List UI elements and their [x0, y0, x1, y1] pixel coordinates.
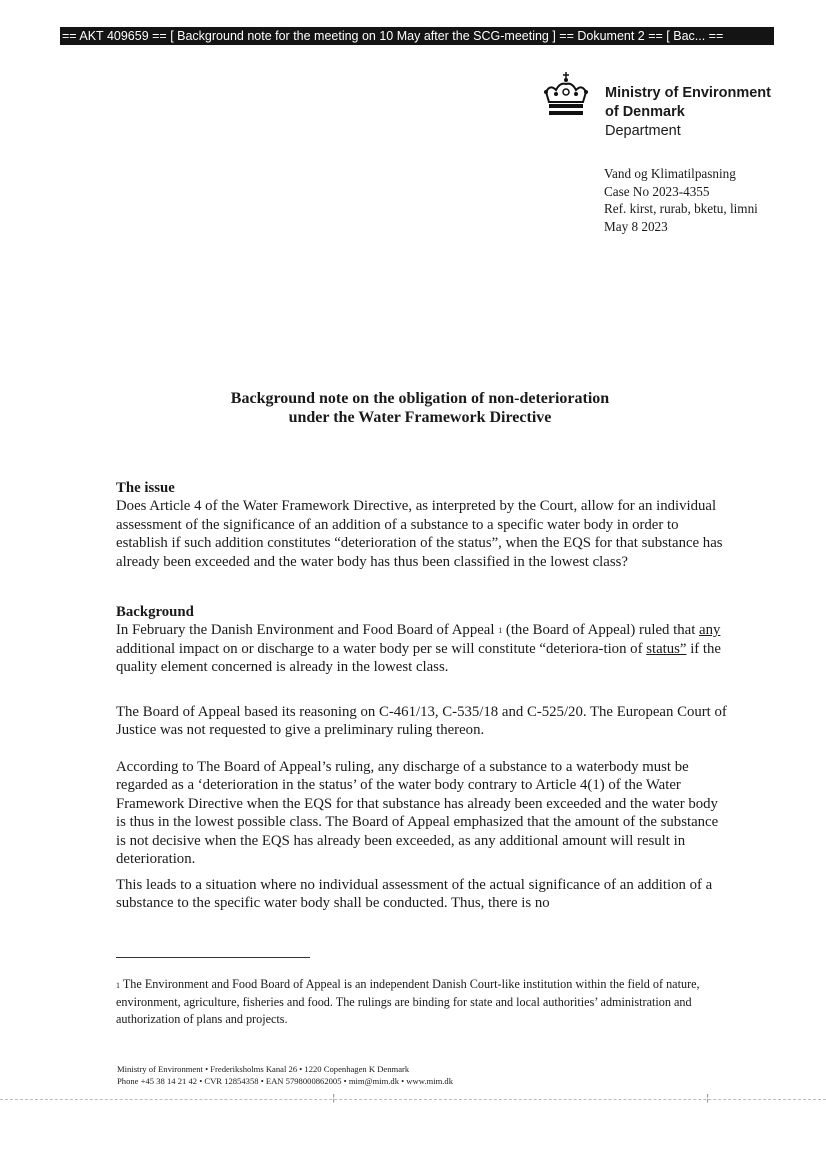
background-paragraph-1 — [116, 621, 728, 676]
document-banner: == AKT 409659 == [ Background note for the meeting on 10 May after the SCG-meeting ] == Dokument 2 == [ Bac... == — [60, 27, 774, 45]
bg-p1-underlined-any: any — [699, 622, 721, 639]
bg-p1-part-c: additional impact on or discharge to a water body per se will constitute “deteriora-tion of — [116, 640, 643, 657]
bg-p1-part-a: In February the Danish Environment and Food Board of Appeal — [116, 622, 495, 639]
issue-text: Does Article 4 of the Water Framework Directive, as interpreted by the Court, allow for an individual assessment of the significance of an addition of a substance to a specific water body in order to establish if such addition constitutes “deterioration of the status”, when the EQS for that substance has already been exceeded and the water body has thus been classified in the lowest class? — [116, 498, 723, 570]
footnote-marker: 1 — [116, 981, 120, 990]
document-title — [110, 390, 730, 427]
crown-logo-icon — [538, 70, 598, 120]
background-paragraph-4: This leads to a situation where no individual assessment of the actual significance of an addition of a substance to the specific water body shall be conducted. Thus, there is no — [116, 877, 713, 912]
issue-section — [116, 479, 728, 571]
bg-p1-part-b: (the Board of Appeal) ruled that — [505, 622, 696, 639]
scan-mark: ¦ — [332, 1093, 336, 1104]
address-line-2: Phone +45 38 14 21 42 • CVR 12854358 • EAN 5798000862005 • mim@mim.dk • www.mim.dk — [117, 1076, 454, 1086]
footnote-text: The Environment and Food Board of Appeal is an independent Danish Court-like institution within the field of nature, environment, agriculture, fisheries and food. The rulings are binding for state and local authorities’ administration and authorization of plans and projects. — [116, 977, 700, 1026]
bg-p1-underlined-status: status” — [646, 640, 687, 657]
background-section — [116, 603, 728, 677]
unit-name: Vand og Klimatilpasning — [604, 166, 736, 181]
ministry-name — [605, 84, 771, 141]
case-number: Case No 2023-4355 — [604, 183, 710, 199]
footnote-divider — [116, 957, 310, 958]
reference: Ref. kirst, rurab, bketu, limni — [604, 201, 758, 216]
footer-address — [117, 1063, 453, 1087]
ministry-department: Department — [605, 123, 681, 139]
footnote-reference: 1 — [498, 626, 503, 636]
background-heading: Background — [116, 604, 194, 620]
address-line-1: Ministry of Environment • Frederiksholms Kanal 26 • 1220 Copenhagen K Denmark — [117, 1064, 410, 1074]
ministry-line-2: of Denmark — [605, 104, 685, 120]
scan-perforation-line — [0, 1099, 826, 1100]
background-paragraph-2: The Board of Appeal based its reasoning on C-461/13, C-535/18 and C-525/20. The European Court of Justice was not requested to give a preliminary ruling thereon. — [116, 704, 727, 739]
case-metadata — [604, 165, 758, 235]
title-line-1: Background note on the obligation of non-deterioration — [230, 390, 610, 407]
background-paragraph-3: According to The Board of Appeal’s ruling, any discharge of a substance to a waterbody must be regarded as a ‘deterioration in the status’ of the water body contrary to Article 4(1) of the Water Framework Directive when the EQS for that substance has already been exceeded and the water body is thus in the lowest possible class. The Board of Appeal emphasized that the amount of the substance is not decisive when the EQS has already been exceeded, as any additional amount will result in deterioration. — [116, 759, 719, 868]
bg-p1-part-d: if the quality element concerned is already in the lowest class. — [116, 640, 722, 676]
document-date: May 8 2023 — [604, 218, 668, 234]
footnote — [116, 976, 728, 1029]
issue-heading: The issue — [116, 480, 175, 496]
title-line-2: under the Water Framework Directive — [288, 408, 552, 426]
scan-mark: ¦ — [706, 1093, 710, 1104]
ministry-line-1: Ministry of Environment — [605, 85, 771, 101]
